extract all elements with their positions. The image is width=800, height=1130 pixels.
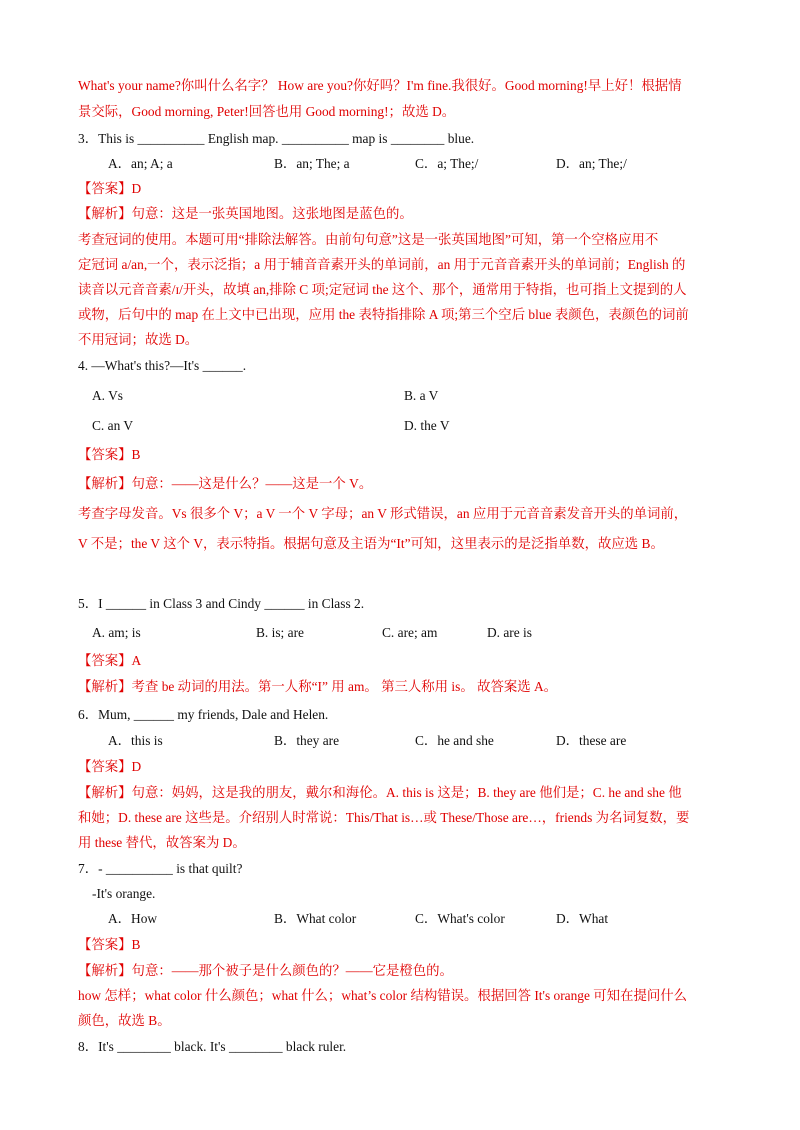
question-5-option-a: A. am; is: [92, 625, 141, 640]
question-7-analysis-line: 【解析】句意：——那个被子是什么颜色的？——它是橙色的。: [78, 963, 453, 978]
question-7-option-d: D．What: [556, 911, 609, 926]
question-4-option-d: D. the V: [404, 418, 450, 433]
question-3-answer: 【答案】D: [78, 181, 142, 196]
question-3-option-c: C．a; The;/: [415, 156, 479, 171]
question-3-stem: 3．This is __________ English map. __________ map is ________ blue.: [78, 131, 475, 146]
question-4-analysis-line: V 不是；the V 这个 V，表示特指。根据句意及主语为“It”可知，这里表示的是泛指单数，故应选 B。: [78, 536, 664, 551]
question-6-answer: 【答案】D: [78, 759, 142, 774]
question-4-option-a: A. Vs: [92, 388, 124, 403]
question-5-stem: 5．I ______ in Class 3 and Cindy ______ in Class 2.: [78, 596, 365, 611]
question-4-option-b: B. a V: [404, 388, 439, 403]
question-6-analysis-line: 和她；D. these are 这些是。介绍别人时常说：This/That is…或 These/Those are…，friends 为名词复数，要: [78, 810, 690, 825]
question-6-analysis-line: 【解析】句意：妈妈，这是我的朋友，戴尔和海伦。A. this is 这是；B. they are 他们是；C. he and she 他: [78, 785, 682, 800]
question-3-analysis-line: 不用冠词；故选 D。: [78, 332, 199, 347]
question-3-analysis-line: 定冠词 a/an,一个，表示泛指；a 用于辅音音素开头的单词前，an 用于元音音素开头的单词前；English 的: [78, 257, 686, 272]
question-7-stem: 7．- __________ is that quilt?: [78, 861, 243, 876]
question-6-stem: 6．Mum, ______ my friends, Dale and Helen.: [78, 707, 329, 722]
question-3-option-a: A．an; A; a: [108, 156, 173, 171]
question-7-answer: 【答案】B: [78, 937, 141, 952]
question-8-stem: 8．It's ________ black. It's ________ black ruler.: [78, 1039, 347, 1054]
question-7-option-a: A．How: [108, 911, 158, 926]
question-5-analysis-line: 【解析】考查 be 动词的用法。第一人称“I” 用 am。 第三人称用 is。 故答案选 A。: [78, 679, 558, 694]
question-4-analysis-line: 考查字母发音。Vs 很多个 V；a V 一个 V 字母；an V 形式错误，an 应用于元音音素发音开头的单词前，: [78, 506, 688, 521]
question-6-option-a: A．this is: [108, 733, 163, 748]
question-3-analysis-line: 读音以元音音素/ɪ/开头，故填 an,排除 C 项;定冠词 the 这个、那个，通常用于特指，也可指上文提到的人: [78, 282, 687, 297]
question-7-analysis-line: 颜色，故选 B。: [78, 1013, 171, 1028]
question-6-option-b: B．they are: [274, 733, 340, 748]
question-3-analysis-line: 考查冠词的使用。本题可用“排除法解答。由前句句意”这是一张英国地图”可知，第一个空格应用不: [78, 232, 659, 247]
question-4-stem: 4. —What's this?—It's ______.: [78, 358, 247, 373]
question-5-answer: 【答案】A: [78, 653, 142, 668]
question-7-option-b: B．What color: [274, 911, 357, 926]
intro-explanation-line: What's your name?你叫什么名字？ How are you?你好吗？I'm fine.我很好。Good morning!早上好！根据情: [78, 78, 682, 93]
question-7-option-c: C．What's color: [415, 911, 505, 926]
question-3-analysis-line: 【解析】句意：这是一张英国地图。这张地图是蓝色的。: [78, 206, 413, 221]
question-5-option-b: B. is; are: [256, 625, 304, 640]
question-4-analysis-line: 【解析】句意：——这是什么？——这是一个 V。: [78, 476, 373, 491]
question-3-option-d: D．an; The;/: [556, 156, 627, 171]
question-3-analysis-line: 或物，后句中的 map 在上文中已出现，应用 the 表特指排除 A 项;第三个空后 blue 表颜色，表颜色的词前: [78, 307, 689, 322]
question-7-reply: -It's orange.: [92, 886, 156, 901]
intro-explanation-line: 景交际，Good morning, Peter!回答也用 Good morning!；故选 D。: [78, 104, 456, 119]
question-5-option-d: D. are is: [487, 625, 532, 640]
question-4-option-c: C. an V: [92, 418, 134, 433]
question-6-analysis-line: 用 these 替代，故答案为 D。: [78, 835, 246, 850]
question-7-analysis-line: how 怎样；what color 什么颜色；what 什么；what’s color 结构错误。根据回答 It's orange 可知在提问什么: [78, 988, 688, 1003]
question-6-option-d: D．these are: [556, 733, 627, 748]
question-4-answer: 【答案】B: [78, 447, 141, 462]
question-6-option-c: C．he and she: [415, 733, 494, 748]
question-5-option-c: C. are; am: [382, 625, 438, 640]
question-3-option-b: B．an; The; a: [274, 156, 350, 171]
